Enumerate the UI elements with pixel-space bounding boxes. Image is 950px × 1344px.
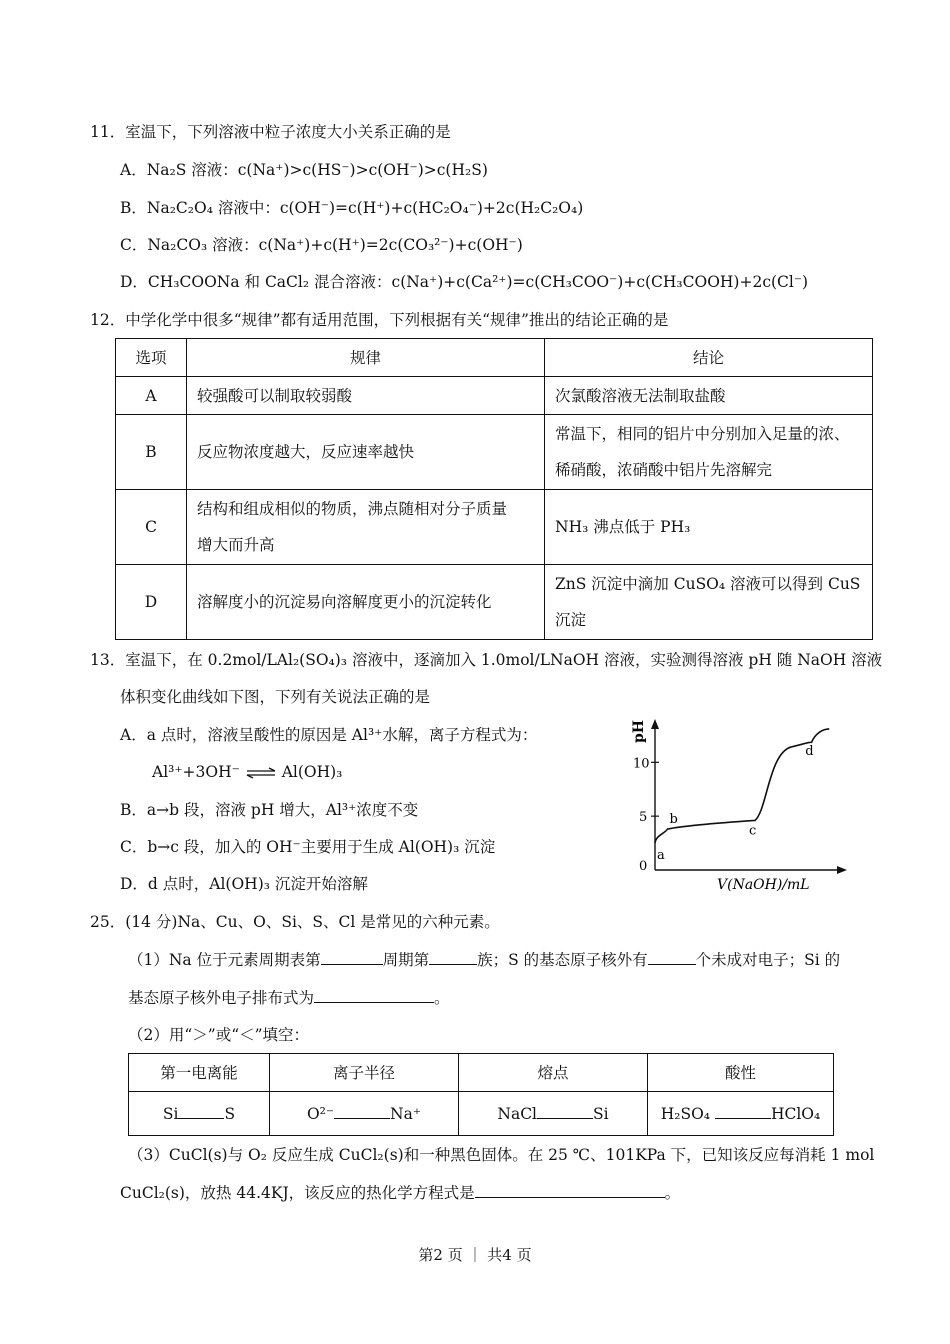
q25-part3-line1: （3）CuCl(s)与 O₂ 反应生成 CuCl₂(s)和一种黑色固体。在 25 ℃、101KPa 下，已知该反应每消耗 1 mol [128,1146,875,1164]
compare-blank[interactable] [715,1104,771,1119]
cell-right: Si [593,1104,609,1123]
y-tick-label: 0 [639,859,648,874]
q12-header-rule: 规律 [187,339,545,377]
q25-p1-text-e: 基态原子核外电子排布式为 [128,989,315,1007]
x-axis-label: V(NaOH)/mL [717,877,810,893]
q12-row-a-rule: 较强酸可以制取较弱酸 [187,377,545,415]
q12-header-option: 选项 [116,339,187,377]
q25-p1-text-a: （1）Na 位于元素周期表第 [128,951,321,969]
cell-left: O²⁻ [306,1104,335,1123]
q12-row-c-option: C [116,490,187,565]
q12-row-a-option: A [116,377,187,415]
table-row [116,415,873,490]
compare-blank[interactable] [178,1104,224,1119]
group-blank[interactable] [429,950,477,965]
q25-p1-text-c: 族；S 的基态原子核外有 [477,951,648,969]
compare-blank[interactable] [537,1104,593,1119]
q12-row-c-conclusion: NH₃ 沸点低于 PH₃ [545,490,873,565]
q12-stem: 12．中学化学中很多“规律”都有适用范围，下列根据有关“规律”推出的结论正确的是 [90,311,669,329]
point-label-a: a [657,848,665,864]
q25-stem: 25．(14 分)Na、Cu、O、Si、S、Cl 是常见的六种元素。 [90,913,500,931]
q13-equation-right: Al(OH)₃ [281,763,343,781]
q13-equation-left: Al³⁺+3OH⁻ [152,763,240,781]
q11-option-c: C．Na₂CO₃ 溶液：c(Na⁺)+c(H⁺)=2c(CO₃²⁻)+c(OH⁻) [120,236,523,254]
equilibrium-arrow-icon [245,767,277,779]
cell-ionization-energy [129,1092,270,1136]
q12-row-a-conclusion: 次氯酸溶液无法制取盐酸 [545,377,873,415]
q12-row-d-option: D [116,565,187,640]
q12-header-conclusion: 结论 [545,339,873,377]
point-label-d: d [805,743,814,759]
q25-p1-text-b: 周期第 [382,951,430,969]
y-tick-label: 5 [639,810,648,826]
y-axis-arrow-icon [651,719,659,729]
q25-part2: （2）用“＞”或“＜”填空： [128,1026,310,1044]
q12-row-c-rule-line1: 结构和组成相似的物质，沸点随相对分子质量 [197,500,508,518]
q12-row-d-conclusion [545,565,873,640]
cell-left: NaCl [497,1104,538,1123]
q25-part1-line2 [128,988,450,1008]
point-label-b: b [669,812,678,828]
q13-stem-line1: 13．室温下，在 0.2mol/LAl₂(SO₄)₃ 溶液中，逐滴加入 1.0mol/LNaOH 溶液，实验测得溶液 pH 随 NaOH 溶液 [90,651,883,669]
cell-right: HClO₄ [770,1104,821,1123]
q12-row-b-conclusion-line2: 稀硝酸，浓硝酸中铝片先溶解完 [555,461,773,479]
compare-blank[interactable] [334,1104,390,1119]
q12-row-d-conclusion-line1: ZnS 沉淀中滴加 CuSO₄ 溶液可以得到 CuS [555,575,861,593]
cell-melting-point [459,1092,648,1136]
q13-option-d: D．d 点时，Al(OH)₃ 沉淀开始溶解 [120,875,368,893]
q25-compare-table [128,1053,834,1136]
q13-option-b: B．a→b 段，溶液 pH 增大，Al³⁺浓度不变 [120,801,419,819]
header-acidity: 酸性 [648,1054,834,1092]
q12-row-b-conclusion [545,415,873,490]
period-blank[interactable] [321,950,383,965]
page-footer: 第2 页 ｜ 共4 页 [418,1246,532,1264]
y-tick-label: 10 [633,756,650,772]
header-ionization-energy: 第一电离能 [129,1054,270,1092]
q25-p1-text-f: 。 [434,989,450,1007]
q11-option-a: A．Na₂S 溶液：c(Na⁺)>c(HS⁻)>c(OH⁻)>c(H₂S) [120,161,488,179]
header-ion-radius: 离子半径 [270,1054,459,1092]
ph-chart [625,715,855,895]
point-label-c: c [749,823,757,839]
q25-part3-line2 [120,1183,680,1203]
electron-config-blank[interactable] [314,988,434,1003]
table-row [116,377,873,415]
x-axis-arrow-icon [837,866,847,874]
q25-p3-text-b: CuCl₂(s)，放热 44.4KJ，该反应的热化学方程式是 [120,1184,475,1202]
q12-row-c-rule [187,490,545,565]
y-axis-label: pH [631,719,647,743]
cell-right: S [224,1104,236,1123]
cell-right: Na⁺ [390,1104,422,1123]
unpaired-electrons-blank[interactable] [648,950,696,965]
thermochemical-equation-blank[interactable] [475,1183,665,1198]
q11-option-d: D．CH₃COONa 和 CaCl₂ 混合溶液：c(Na⁺)+c(Ca²⁺)=c(CH₃COO⁻)+c(CH₃COOH)+2c(Cl⁻) [120,273,809,291]
q12-row-d-conclusion-line2: 沉淀 [555,611,587,629]
q13-stem-line2: 体积变化曲线如下图，下列有关说法正确的是 [120,688,431,706]
q12-table [115,338,873,640]
cell-acidity [648,1092,834,1136]
header-melting-point: 熔点 [459,1054,648,1092]
q11-option-b: B．Na₂C₂O₄ 溶液中：c(OH⁻)=c(H⁺)+c(HC₂O₄⁻)+2c(H₂C₂O₄) [120,199,584,217]
q11-stem: 11．室温下，下列溶液中粒子浓度大小关系正确的是 [90,123,451,141]
table-row [116,490,873,565]
table-row [116,565,873,640]
table-row [129,1092,834,1136]
q12-row-c-rule-line2: 增大而升高 [197,536,275,554]
q12-row-b-option: B [116,415,187,490]
q13-equation [152,762,342,782]
q12-row-d-rule: 溶解度小的沉淀易向溶解度更小的沉淀转化 [187,565,545,640]
cell-left: Si [162,1104,179,1123]
q25-p1-text-d: 个未成对电子；Si 的 [695,951,841,969]
ph-curve [655,729,829,843]
q12-row-b-rule: 反应物浓度越大，反应速率越快 [187,415,545,490]
cell-ion-radius [270,1092,459,1136]
q13-option-c: C．b→c 段，加入的 OH⁻主要用于生成 Al(OH)₃ 沉淀 [120,838,496,856]
q25-part1-line1 [128,950,840,970]
q25-p3-text-c: 。 [664,1184,681,1202]
q13-option-a: A．a 点时，溶液呈酸性的原因是 Al³⁺水解，离子方程式为： [120,726,538,744]
cell-left: H₂SO₄ [660,1104,711,1123]
q12-row-b-conclusion-line1: 常温下，相同的铝片中分别加入足量的浓、 [555,425,850,443]
